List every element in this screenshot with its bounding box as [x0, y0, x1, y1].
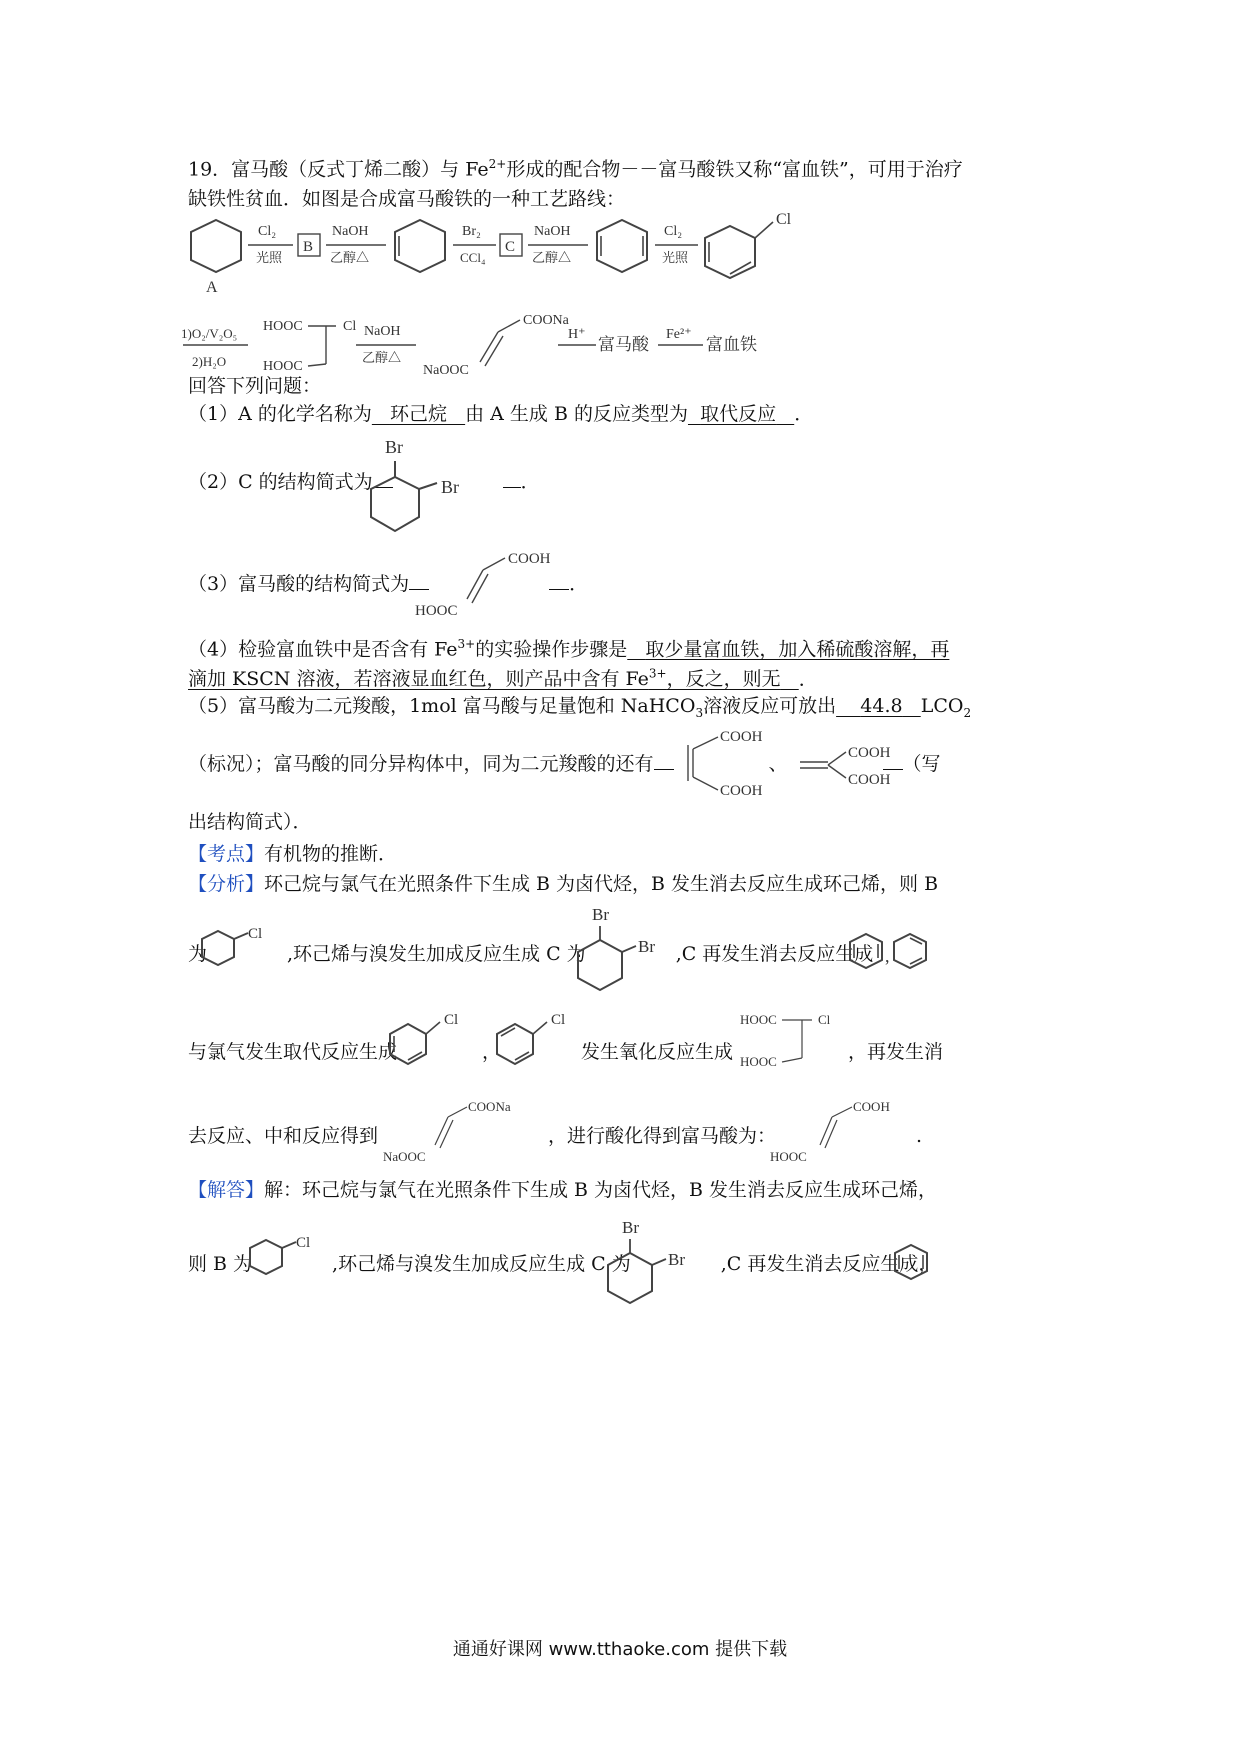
superscript: 3+ — [648, 667, 667, 681]
kaodian-tag: 【考点】 — [188, 843, 265, 865]
answer-q4-line-2: 滴加 KSCN 溶液，若溶液显血红色，则产品中含有 $Fe^{3+}$，反之，则无 ． — [188, 667, 818, 691]
fenxi-text: . — [916, 1125, 923, 1147]
answer-value: 取代反应 — [700, 403, 777, 425]
condition-ethanol-heat: 乙醇△ — [330, 250, 370, 265]
cyclohexene-structure — [395, 220, 445, 272]
label-cooh: COOH — [848, 772, 891, 788]
label-hooc: HOOC — [263, 359, 303, 374]
superscript: 2+ — [488, 157, 507, 171]
dibromocyclohexane-structure — [570, 902, 670, 1002]
condition-ccl4: CCl₄ — [460, 250, 486, 265]
condition-ethanol-heat: 乙醇△ — [362, 350, 402, 365]
fenxi-text: ,C 再发生消去反应生成 — [675, 943, 874, 965]
label-cl: Cl — [776, 211, 792, 228]
answer-q2: （2）C 的结构简式为 ． — [188, 471, 540, 493]
label-naooc: NaOOC — [383, 1149, 426, 1164]
answer-value: 44.8 — [860, 695, 903, 717]
fenxi-tag: 【分析】 — [188, 873, 265, 895]
reagent-o2-v2o5: 1)O₂/V₂O₅ — [181, 326, 238, 341]
reagent-hplus: H⁺ — [568, 327, 586, 342]
answer-text: 由 A 生成 B 的反应类型为 — [465, 403, 688, 425]
answer-blank-1 — [372, 403, 465, 425]
label-naooc: NaOOC — [423, 363, 469, 378]
label-cl: Cl — [551, 1012, 566, 1028]
question-text: 缺铁性贫血．如图是合成富马酸铁的一种工艺路线： — [188, 188, 626, 210]
label-b: B — [303, 239, 314, 255]
label-br: Br — [385, 437, 403, 457]
question-line-1 — [188, 150, 963, 183]
kaodian-text: 有机物的推断． — [264, 843, 398, 865]
label-cl: Cl — [296, 1235, 311, 1251]
jieda-line-2: 则 B 为 ,环己烯与溴发生加成反应生成 C 为 ,C 再发生消去反应生成， — [188, 1253, 938, 1275]
cyclohexadiene-structure — [848, 932, 943, 977]
chlorocyclohexadiene-1 — [386, 1010, 476, 1070]
label-br: Br — [622, 1218, 639, 1237]
superscript: 3+ — [457, 637, 476, 651]
answer-q4-line-1 — [188, 630, 949, 663]
fenxi-text: 与氯气发生取代反应生成 — [188, 1041, 398, 1063]
fenxi-text: 环己烷与氯气在光照条件下生成 B 为卤代烃，B 发生消去反应生成环己烯，则 B — [264, 873, 939, 895]
chlorocyclohexadiene-2 — [493, 1010, 583, 1070]
fenxi-line-2 — [188, 940, 873, 968]
fenxi-text: 发生氧化反应生成 — [581, 1041, 734, 1063]
condition-light: 光照 — [662, 250, 689, 265]
answer-text: 回答下列问题： — [188, 375, 322, 397]
answer-text: 溶液反应可放出 — [703, 695, 837, 717]
fenxi-text: ,环己烯与溴发生加成反应生成 C 为 — [287, 943, 586, 965]
label-hooc: HOOC — [263, 319, 303, 334]
jieda-tag: 【解答】 — [188, 1179, 265, 1201]
reagent-naoh: NaOH — [364, 324, 401, 339]
answer-q1: （1）A 的化学名称为 环己烷 由 A 生成 B 的反应类型为 取代反应 ． — [188, 403, 814, 425]
question-text: 形成的配合物－－富马酸铁又称“富血铁”，可用于治疗 — [506, 158, 963, 181]
answer-q3: （3）富马酸的结构简式为 ． — [188, 573, 589, 595]
answer-text: （写 — [902, 753, 941, 775]
question-text: 19．富马酸（反式丁烯二酸）与 Fe — [188, 158, 489, 181]
answer-value: 取少量富血铁，加入稀硫酸溶解，再 — [645, 638, 950, 661]
fenxi-text: ，再发生消 — [848, 1041, 944, 1063]
synthesis-scheme-row-1 — [178, 210, 818, 300]
answer-intro — [188, 372, 321, 400]
reagent-naoh: NaOH — [332, 224, 369, 239]
answer-q5-line-3 — [188, 808, 312, 836]
condition-light: 光照 — [256, 250, 283, 265]
reagent-br2: Br₂ — [462, 224, 481, 239]
answer-blank-2 — [688, 403, 794, 425]
label-hooc: HOOC — [415, 603, 458, 619]
reagent-cl2: Cl₂ — [664, 224, 683, 239]
isomer-1-structure — [678, 725, 778, 800]
label-hooc: HOOC — [740, 1054, 777, 1069]
fumaric-acid-structure — [768, 1095, 918, 1170]
answer-text: 出结构简式）． — [188, 811, 312, 833]
label-coona: COONa — [468, 1099, 511, 1114]
reagent-fe2: Fe²⁺ — [666, 327, 692, 342]
page-footer: 通通好课网 www.tthaoke.com 提供下载 — [452, 1639, 788, 1660]
answer-text: 、 — [768, 753, 788, 775]
chlorocyclohexadiene-structure — [705, 226, 755, 278]
synthesis-scheme-row-2 — [178, 310, 818, 380]
label-a: A — [206, 279, 218, 296]
chlorocyclohexane-structure — [200, 925, 280, 975]
label-br: Br — [668, 1250, 685, 1269]
jieda-text: ,C 再发生消去反应生成 — [720, 1253, 919, 1275]
fenxi-text: 去反应、中和反应得到 — [188, 1125, 379, 1147]
dibromocyclohexane-structure — [363, 435, 483, 545]
answer-q5-line-1 — [188, 692, 971, 727]
condition-ethanol-heat: 乙醇△ — [532, 250, 572, 265]
fumaric-acid-structure — [413, 545, 563, 620]
answer-text: （1）A 的化学名称为 — [188, 403, 372, 425]
label-cooh: COOH — [848, 745, 891, 761]
label-cooh: COOH — [720, 729, 763, 745]
cyclohexadiene-structure — [893, 1243, 933, 1285]
comma: , — [885, 946, 890, 966]
question-line-2 — [188, 185, 625, 213]
answer-value: ，反之，则无 — [666, 668, 781, 691]
jieda-line-1 — [188, 1176, 937, 1204]
label-cl: Cl — [818, 1012, 831, 1027]
answer-value: 环己烷 — [389, 403, 447, 425]
answer-text: （2）C 的结构简式为 — [188, 471, 373, 493]
answer-text: （标况）；富马酸的同分异构体中，同为二元羧酸的还有 — [188, 753, 654, 775]
label-fumaric-acid: 富马酸 — [598, 335, 649, 354]
answer-text: 的实验操作步骤是 — [475, 638, 628, 661]
subscript: 3 — [695, 705, 704, 720]
label-ferrous-fumarate: 富血铁 — [706, 335, 757, 354]
fenxi-text: 为 — [188, 943, 208, 965]
answer-text: （4）检验富血铁中是否含有 Fe — [188, 638, 458, 661]
jieda-text: ,环己烯与溴发生加成反应生成 C 为 — [332, 1253, 631, 1275]
answer-text: LCO — [920, 695, 964, 717]
isomer-2-structure — [788, 740, 898, 795]
label-br: Br — [638, 937, 655, 956]
label-cl: Cl — [248, 926, 263, 942]
cyclohexane-structure — [191, 220, 241, 272]
answer-text: （3）富马酸的结构简式为 — [188, 573, 410, 595]
cyclohexadiene-structure — [597, 220, 647, 272]
label-br: Br — [441, 477, 459, 497]
answer-text: （5）富马酸为二元羧酸，1mol 富马酸与足量饱和 NaHCO — [188, 695, 696, 717]
jieda-text: 解：环己烷与氯气在光照条件下生成 B 为卤代烃，B 发生消去反应生成环己烯， — [264, 1179, 938, 1201]
reagent-h2o: 2)H₂O — [192, 354, 227, 369]
fenxi-line-3: 与氯气发生取代反应生成 ， 发生氧化反应生成 ，再发生消 — [188, 1041, 944, 1063]
jieda-text: 则 B 为 — [188, 1253, 253, 1275]
kaodian-line — [188, 840, 397, 868]
chlorocyclohexane-structure — [248, 1234, 328, 1284]
label-coona: COONa — [523, 313, 569, 328]
label-cooh: COOH — [508, 551, 551, 567]
disodium-fumarate-structure — [373, 1095, 553, 1170]
label-hooc: HOOC — [770, 1149, 807, 1164]
reagent-cl2: Cl₂ — [258, 224, 277, 239]
label-br: Br — [592, 905, 609, 924]
label-c: C — [505, 239, 516, 255]
fenxi-text: ，进行酸化得到富马酸为： — [548, 1125, 777, 1147]
reagent-naoh: NaOH — [534, 224, 571, 239]
label-cl: Cl — [343, 319, 357, 334]
subscript: 2 — [963, 705, 972, 720]
label-hooc: HOOC — [740, 1012, 777, 1027]
label-cooh: COOH — [720, 783, 763, 799]
fenxi-line-1 — [188, 870, 938, 898]
label-cooh: COOH — [853, 1099, 890, 1114]
label-cl: Cl — [444, 1012, 459, 1028]
chlorosuccinic-acid-structure — [738, 1010, 878, 1085]
answer-value: 滴加 KSCN 溶液，若溶液显血红色，则产品中含有 Fe — [188, 668, 649, 691]
dibromocyclohexane-structure — [600, 1215, 700, 1315]
